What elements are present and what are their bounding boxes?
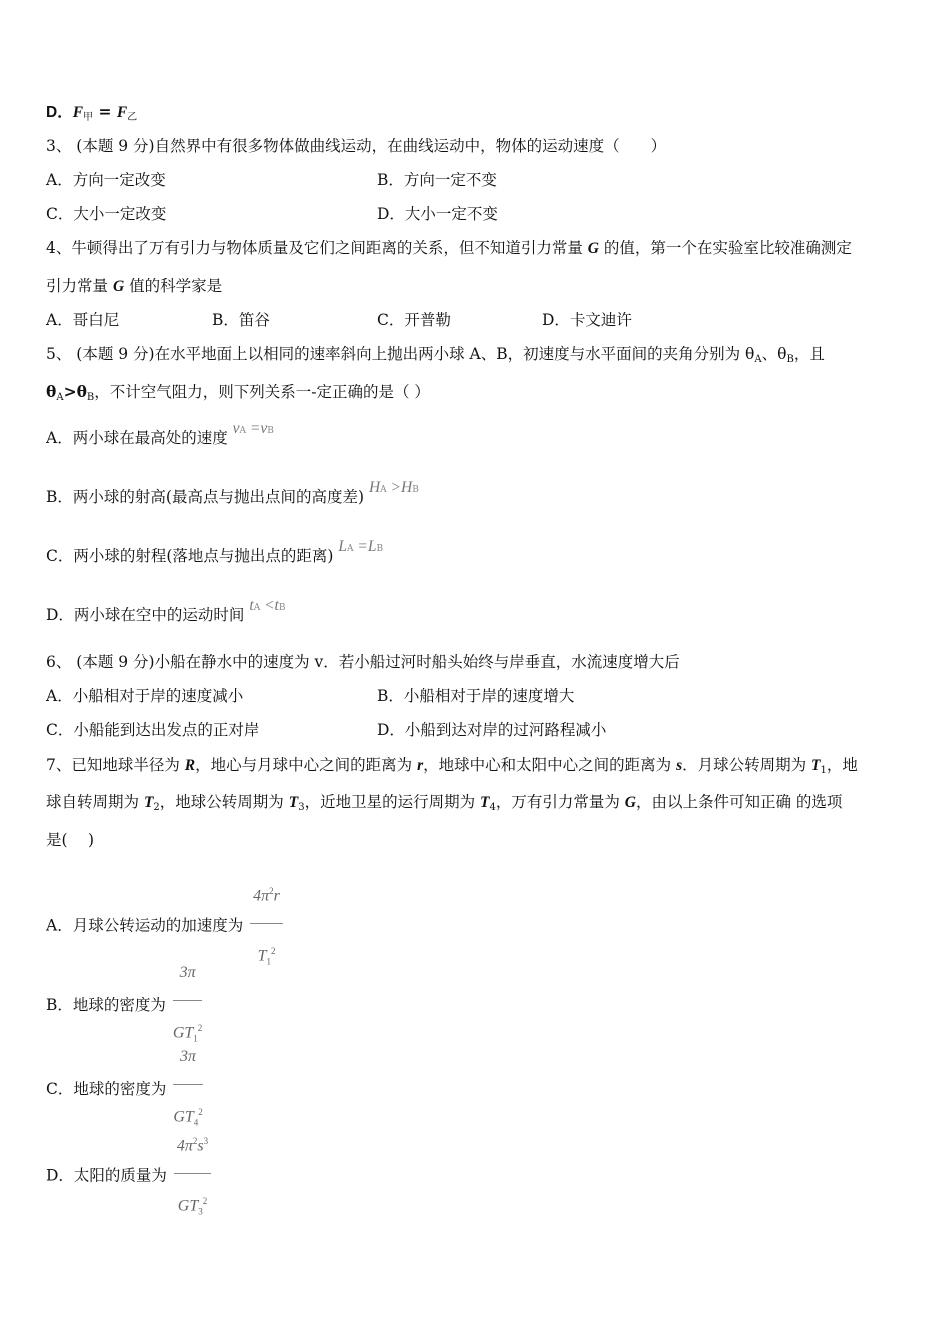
q7-d-fraction: $\frac{4\pi^2s^3}{GT_3^2}$ xyxy=(174,1116,211,1237)
q4-option-b: B．笛谷 xyxy=(212,311,270,329)
q7-option-b: B．地球的密度为 $\frac{3\pi}{GT_1^2}$ xyxy=(46,948,202,1064)
q7-stem-line1: 7、已知地球半径为 R，地心与月球中心之间的距离为 r，地球中心和太阳中心之间的距离为 s．月球公转周期为 $T_1$，地 xyxy=(46,756,858,776)
q7-option-c: C．地球的密度为 $\frac{3\pi}{GT_4^2}$ xyxy=(46,1032,203,1148)
q6-option-d: D．小船到达对岸的过河路程减小 xyxy=(377,721,607,739)
q5-d-formula: tA <tB xyxy=(249,597,286,614)
q4-option-c: C．开普勒 xyxy=(377,311,451,329)
q2-option-d: D．$F_甲 = F_乙$ xyxy=(46,102,138,123)
q5-c-formula: LA =LB xyxy=(338,538,384,555)
q5-stem-line2: $\theta_A>\theta_B$，不计空气阻力，则下列关系一-定正确的是（ ） xyxy=(46,382,430,403)
q7-option-d: D．太阳的质量为 $\frac{4\pi^2s^3}{GT_3^2}$ xyxy=(46,1116,211,1237)
q6-option-a: A．小船相对于岸的速度减小 xyxy=(46,687,244,705)
q4-stem-line2: 引力常量 G 值的科学家是 xyxy=(46,277,223,295)
q3-option-c: C．大小一定改变 xyxy=(46,205,167,223)
q3-option-b: B．方向一定不变 xyxy=(377,171,497,189)
q7-a-fraction: $\frac{4\pi^2r}{T_1^2}$ xyxy=(250,866,283,987)
q3-option-d: D．大小一定不变 xyxy=(377,205,498,223)
q6-option-c: C．小船能到达出发点的正对岸 xyxy=(46,721,260,739)
q4-option-d: D．卡文迪许 xyxy=(542,311,632,329)
q7-c-fraction: $\frac{3\pi}{GT_4^2}$ xyxy=(173,1032,202,1148)
q7-stem-line3: 是( ) xyxy=(46,831,95,849)
q6-option-b: B．小船相对于岸的速度增大 xyxy=(377,687,575,705)
q4-stem-line1: 4、牛顿得出了万有引力与物体质量及它们之间距离的关系，但不知道引力常量 G 的值，第一个在实验室比较准确测定 xyxy=(46,239,852,257)
q7-option-a: A．月球公转运动的加速度为 $\frac{4\pi^2r}{T_1^2}$ xyxy=(46,866,283,987)
q5-stem-line1: 5、 (本题 9 分)在水平地面上以相同的速率斜向上抛出两小球 A、B，初速度与水平面间的夹角分别为 $\theta_A$、$\theta_B$，且 xyxy=(46,345,825,365)
q5-a-formula: vA =vB xyxy=(232,420,274,437)
q7-stem-line2: 球自转周期为 $T_2$，地球公转周期为 $T_3$，近地卫星的运行周期为 $T_4$，万有引力常量为 G，由以上条件可知正确 的选项 xyxy=(46,793,843,813)
q5-option-b: B．两小球的射高(最高点与抛出点间的高度差) HA >HB xyxy=(46,479,419,506)
q3-stem: 3、 (本题 9 分)自然界中有很多物体做曲线运动，在曲线运动中，物体的运动速度（ ） xyxy=(46,137,667,155)
q5-option-a: A．两小球在最高处的速度 vA =vB xyxy=(46,420,274,447)
q4-option-a: A．哥白尼 xyxy=(46,311,120,329)
q7-b-fraction: $\frac{3\pi}{GT_1^2}$ xyxy=(173,948,202,1064)
q6-stem: 6、 (本题 9 分)小船在静水中的速度为 v．若小船过河时船头始终与岸垂直，水流速度增大后 xyxy=(46,653,680,671)
q5-b-formula: HA >HB xyxy=(368,479,419,496)
q5-option-d: D．两小球在空中的运动时间 tA <tB xyxy=(46,597,286,624)
q5-option-c: C．两小球的射程(落地点与抛出点的距离) LA =LB xyxy=(46,538,384,565)
q3-option-a: A．方向一定改变 xyxy=(46,171,166,189)
